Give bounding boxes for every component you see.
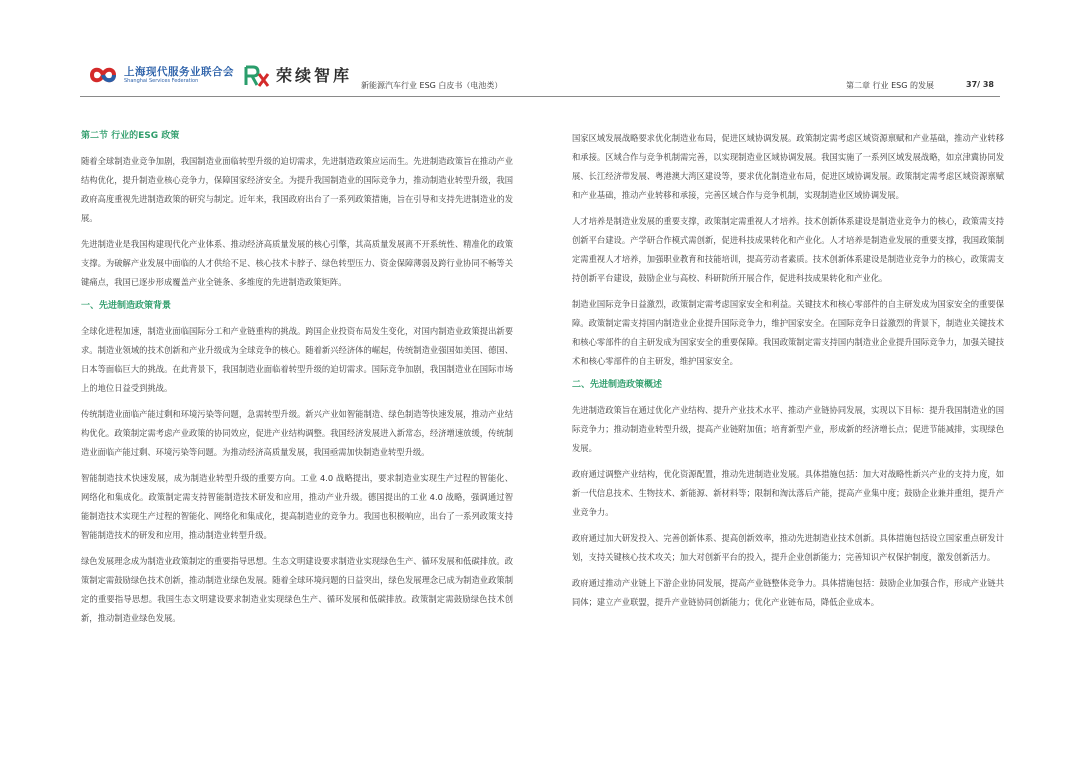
chapter-title: 第二章 行业 ESG 的发展 [846,81,934,90]
paragraph: 全球化进程加速，制造业面临国际分工和产业链重构的挑战。跨国企业投资布局发生变化，对国内制造业政策提出新要求。制造业领域的技术创新和产业升级成为全球竞争的核心。随着新兴经济体的崛起，传统制造业强国如美国、德国、日本等面临巨大的挑战。在此背景下，我国制造业面临着转型升级的迫切需求。国际竞争加剧，我国制造业在国际市场上的地位日益受到挑战。 [81,326,513,393]
paragraph: 先进制造业是我国构建现代化产业体系、推动经济高质量发展的核心引擎，其高质量发展离不开系统性、精准化的政策支撑。为破解产业发展中面临的人才供给不足、核心技术卡脖子、绿色转型压力、资金保障薄弱及跨行业协同不畅等关键痛点，我国已逐步形成覆盖产业全链条、多维度的先进制造政策矩阵。 [81,239,513,287]
paragraph: 随着全球制造业竞争加剧，我国制造业面临转型升级的迫切需求，先进制造政策应运而生。先进制造政策旨在推动产业结构优化，提升制造业核心竞争力，保障国家经济安全。为提升我国制造业的国际竞争力，推动制造业转型升级，我国政府高度重视先进制造政策的研究与制定。近年来，我国政府出台了一系列政策措施，旨在引导和支持先进制造业的发展。 [81,156,513,223]
federation-name-cn: 上海现代服务业联合会 [124,66,234,78]
subsection-title: 二、先进制造政策概述 [572,380,663,390]
federation-logo-icon [88,64,118,86]
federation-name-en: Shanghai Services Federation [124,78,199,84]
paragraph: 制造业国际竞争日益激烈，政策制定需考虑国家安全和利益。关键技术和核心零部件的自主研发成为国家安全的重要保障。政策制定需支持国内制造业企业提升国际竞争力，维护国家安全。在国际竞争日益激烈的背景下，制造业关键技术和核心零部件的自主研发成为国家安全的重要保障。我国政策制定需支持国内制造业企业提升国际竞争力，加强关键技术和核心零部件的自主研发，维护国家安全。 [572,299,1004,366]
page-header [0,0,1080,100]
paragraph: 政府通过加大研发投入、完善创新体系、提高创新效率，推动先进制造业技术创新。具体措施包括设立国家重点研发计划，支持关键核心技术攻关；加大对创新平台的投入，提升企业创新能力；完善知识产权保护制度，激发创新活力。 [572,533,1004,562]
paragraph: 绿色发展理念成为制造业政策制定的重要指导思想。生态文明建设要求制造业实现绿色生产、循环发展和低碳排放。政策制定需鼓励绿色技术创新，推动制造业绿色发展。随着全球环境问题的日益突出，绿色发展理念已成为制造业政策制定的重要指导思想。我国生态文明建设要求制造业实现绿色生产、循环发展和低碳排放。政策制定需鼓励绿色技术创新，推动制造业绿色发展。 [81,556,513,623]
document-title: 新能源汽车行业 ESG 白皮书（电池类） [361,81,503,90]
paragraph: 国家区域发展战略要求优化制造业布局，促进区域协调发展。政策制定需考虑区域资源禀赋和产业基础，推动产业转移和承接。区域合作与竞争机制需完善，以实现制造业区域协调发展。我国实施了一系列区域发展战略，如京津冀协同发展、长江经济带发展、粤港澳大湾区建设等，要求优化制造业布局，促进区域协调发展。政策制定需考虑区域资源禀赋和产业基础，推动产业转移和承接，完善区域合作与竞争机制，实现制造业区域协调发展。 [572,133,1004,200]
brand-logo-icon [244,64,270,88]
page-number: 37/ 38 [966,80,994,89]
paragraph: 先进制造政策旨在通过优化产业结构、提升产业技术水平、推动产业链协同发展，实现以下目标：提升我国制造业的国际竞争力；推动制造业转型升级，提高产业链附加值；培育新型产业，形成新的经济增长点；促进节能减排，实现绿色发展。 [572,405,1004,453]
subsection-title: 一、先进制造政策背景 [81,301,172,311]
right-column [572,129,1004,619]
header-divider [80,96,1000,97]
paragraph: 传统制造业面临产能过剩和环境污染等问题，急需转型升级。新兴产业如智能制造、绿色制造等快速发展，推动产业结构优化。政策制定需考虑产业政策的协同效应，促进产业结构调整。我国经济发展进入新常态，经济增速放缓，传统制造业面临产能过剩、环境污染等问题。为推动经济高质量发展，我国亟需加快制造业转型升级。 [81,409,513,457]
brand-name: 荣续智库 [276,66,353,85]
paragraph: 政府通过推动产业链上下游企业协同发展，提高产业链整体竞争力。具体措施包括：鼓励企业加强合作，形成产业链共同体；建立产业联盟，提升产业链协同创新能力；优化产业链布局，降低企业成本。 [572,578,1004,607]
section-title: 第二节 行业的ESG 政策 [81,131,180,141]
paragraph: 人才培养是制造业发展的重要支撑，政策制定需重视人才培养。技术创新体系建设是制造业竞争力的核心，政策需支持创新平台建设。产学研合作模式需创新，促进科技成果转化和产业化。人才培养是制造业发展的重要支撑，我国政策制定需重视人才培养，加强职业教育和技能培训，提高劳动者素质。技术创新体系建设是制造业竞争力的核心，政策需支持创新平台建设，鼓励企业与高校、科研院所开展合作，促进科技成果转化和产业化。 [572,216,1004,283]
federation-name [124,66,234,85]
paragraph: 智能制造技术快速发展，成为制造业转型升级的重要方向。工业 4.0 战略提出，要求制造业实现生产过程的智能化、网络化和集成化。政策制定需支持智能制造技术研发和应用，推动产业升级。德国提出的工业 4.0 战略，强调通过智能制造技术实现生产过程的智能化、网络化和集成化，提高制造业的竞争力。我国也积极响应，出台了一系列政策支持智能制造技术的研发和应用，推动制造业转型升级。 [81,473,513,540]
paragraph: 政府通过调整产业结构，优化资源配置，推动先进制造业发展。具体措施包括：加大对战略性新兴产业的支持力度，如新一代信息技术、生物技术、新能源、新材料等；限制和淘汰落后产能，提高产业集中度；鼓励企业兼并重组，提升产业竞争力。 [572,469,1004,517]
left-column [81,129,513,635]
